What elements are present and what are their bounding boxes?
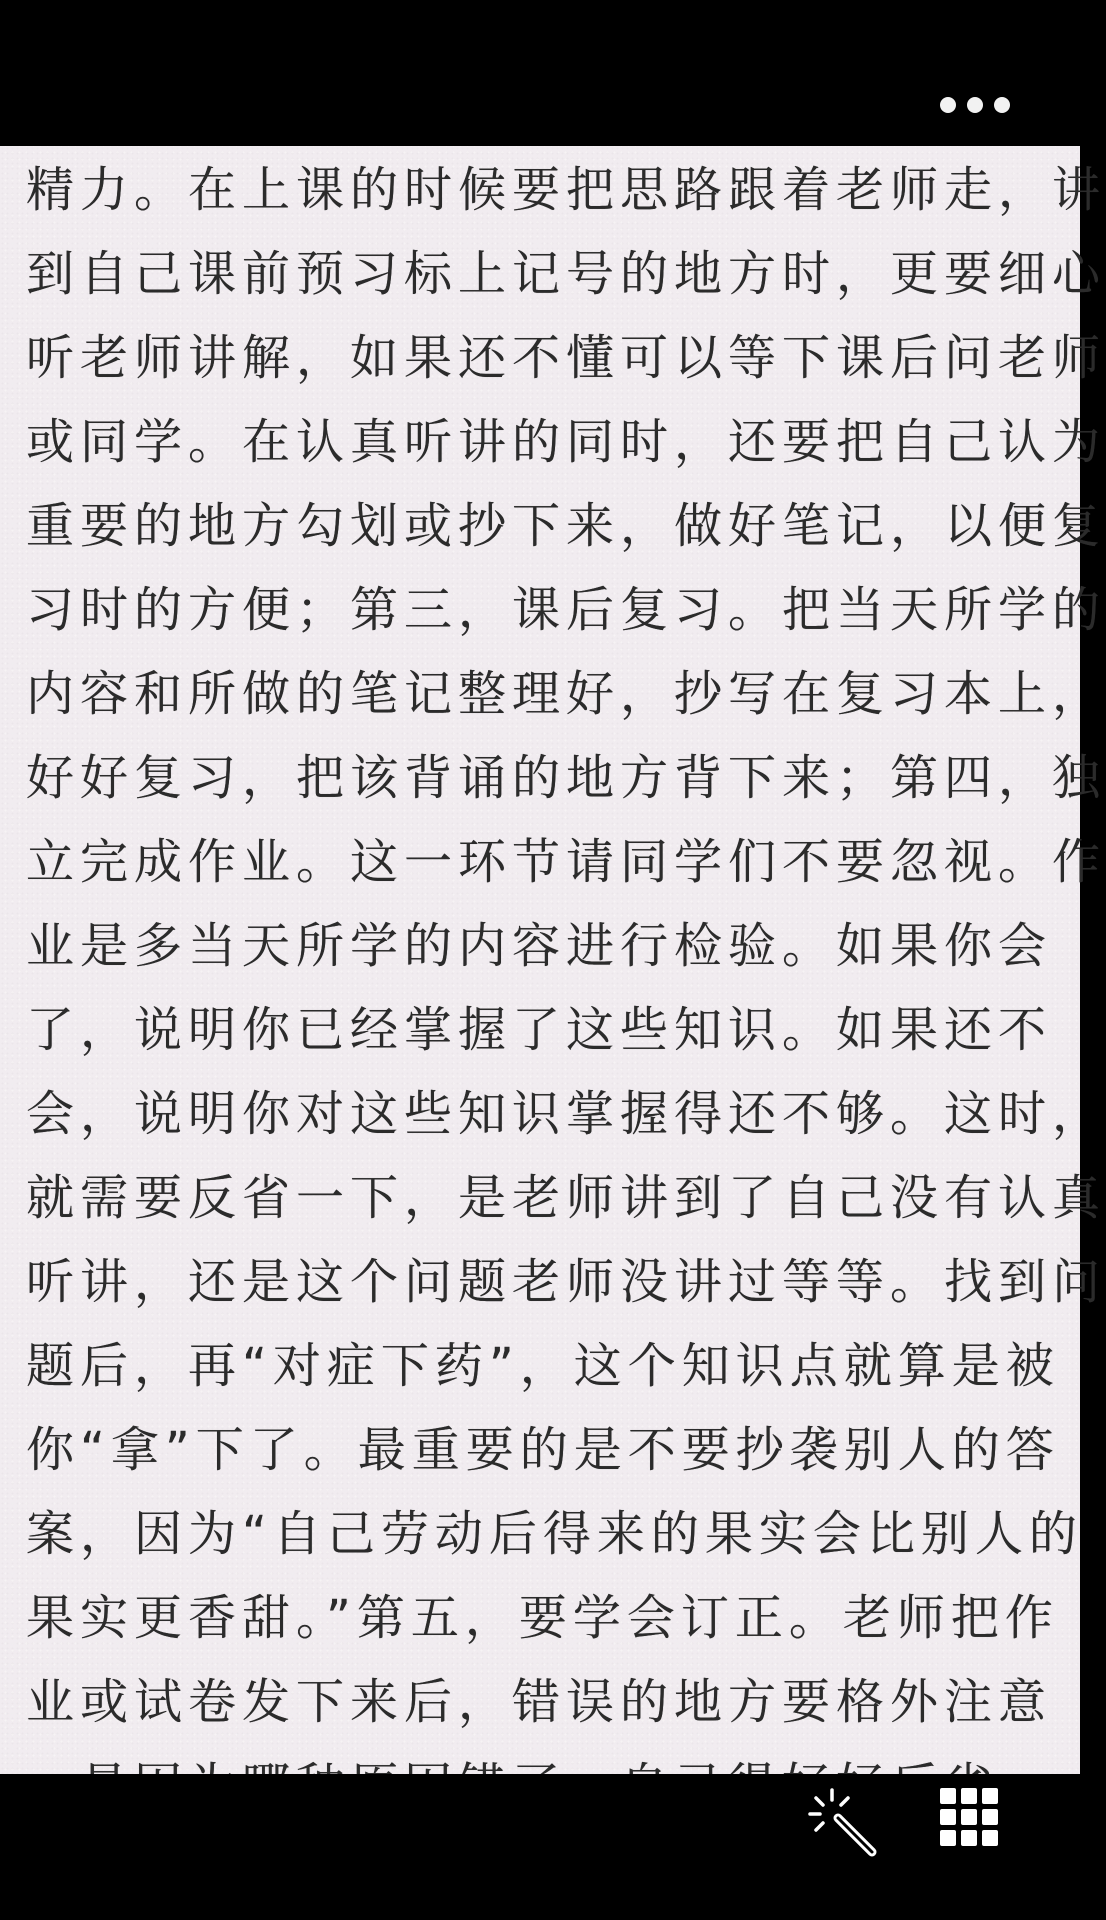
bottom-toolbar bbox=[0, 1774, 1080, 1920]
text-line: 内容和所做的笔记整理好，抄写在复习本上， bbox=[26, 666, 1106, 722]
magic-wand-button[interactable] bbox=[806, 1786, 882, 1862]
more-dots-icon bbox=[994, 97, 1010, 113]
grid-menu-button[interactable] bbox=[940, 1788, 998, 1846]
text-line: 听讲，还是这个问题老师没讲过等等。找到问 bbox=[26, 1254, 1106, 1310]
text-line: 到自己课前预习标上记号的地方时，更要细心 bbox=[26, 246, 1106, 302]
grid-icon bbox=[982, 1809, 998, 1825]
text-line: 了，说明你已经掌握了这些知识。如果还不 bbox=[26, 1002, 1053, 1058]
text-line: 习时的方便；第三，课后复习。把当天所学的 bbox=[26, 582, 1106, 638]
text-line: 案，因为“自己劳动后得来的果实会比别人的 bbox=[26, 1506, 1083, 1562]
text-line: 立完成作业。这一环节请同学们不要忽视。作 bbox=[26, 834, 1106, 890]
grid-icon bbox=[940, 1788, 956, 1804]
grid-icon bbox=[961, 1788, 977, 1804]
text-line: 好好复习，把该背诵的地方背下来；第四，独 bbox=[26, 750, 1106, 806]
grid-icon bbox=[982, 1830, 998, 1846]
more-dots-icon bbox=[967, 97, 983, 113]
text-line: 果实更香甜。”第五，要学会订正。老师把作 bbox=[26, 1590, 1059, 1646]
text-line: 会，说明你对这些知识掌握得还不够。这时， bbox=[26, 1086, 1106, 1142]
text-line: 你“拿”下了。最重要的是不要抄袭别人的答 bbox=[26, 1422, 1060, 1478]
grid-icon bbox=[961, 1830, 977, 1846]
text-line: 业是多当天所学的内容进行检验。如果你会 bbox=[26, 918, 1053, 974]
grid-icon bbox=[940, 1830, 956, 1846]
magic-wand-icon bbox=[806, 1786, 882, 1862]
text-line: 重要的地方勾划或抄下来，做好笔记，以便复 bbox=[26, 498, 1106, 554]
text-line: 或同学。在认真听讲的同时，还要把自己认为 bbox=[26, 414, 1106, 470]
page-text bbox=[26, 148, 1106, 1828]
text-line: 就需要反省一下，是老师讲到了自己没有认真 bbox=[26, 1170, 1106, 1226]
grid-icon bbox=[982, 1788, 998, 1804]
text-line: 精力。在上课的时候要把思路跟着老师走，讲 bbox=[26, 162, 1106, 218]
more-dots-icon bbox=[940, 97, 956, 113]
grid-icon bbox=[940, 1809, 956, 1825]
more-options-button[interactable] bbox=[940, 88, 1010, 122]
text-line: 听老师讲解，如果还不懂可以等下课后问老师 bbox=[26, 330, 1106, 386]
top-bar bbox=[0, 0, 1080, 146]
reader-page[interactable] bbox=[0, 146, 1106, 1774]
grid-icon bbox=[961, 1809, 977, 1825]
text-line: 业或试卷发下来后，错误的地方要格外注意 bbox=[26, 1674, 1053, 1730]
text-line: 题后，再“对症下药”，这个知识点就算是被 bbox=[26, 1338, 1060, 1394]
